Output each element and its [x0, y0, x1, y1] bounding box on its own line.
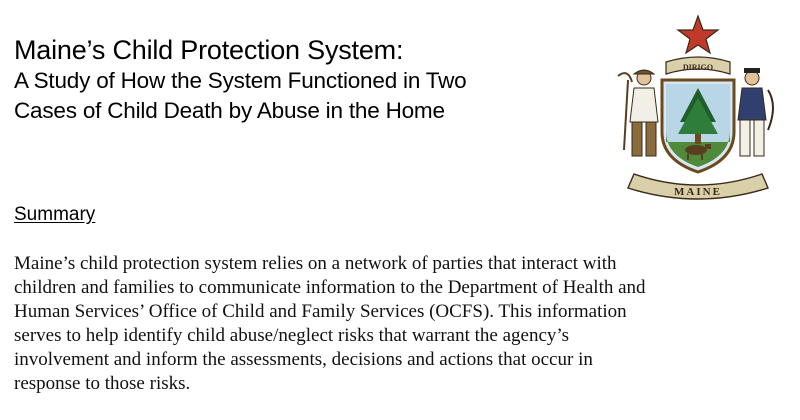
maine-state-seal: [612, 10, 784, 206]
title-line-2: A Study of How the System Functioned in Two: [14, 68, 467, 93]
seal-banner-text: MAINE: [674, 186, 722, 198]
seal-star-icon: [678, 16, 718, 53]
title-line-1: Maine’s Child Protection System:: [14, 35, 404, 65]
title-line-3: Cases of Child Death by Abuse in the Home: [14, 98, 445, 123]
summary-line: response to those risks.: [14, 373, 191, 394]
section-heading-summary: Summary: [14, 204, 96, 225]
summary-line: Human Services’ Office of Child and Family Services (OCFS). This information: [14, 301, 627, 322]
seal-sailor-figure: [738, 68, 773, 156]
summary-line: involvement and inform the assessments, decisions and actions that occur in: [14, 349, 593, 370]
seal-farmer-figure: [618, 70, 658, 156]
summary-line: children and families to communicate information to the Department of Health and: [14, 277, 646, 298]
document-title: [14, 34, 466, 126]
seal-motto: DIRIGO: [682, 63, 714, 72]
summary-line: Maine’s child protection system relies on a network of parties that interact with: [14, 253, 617, 274]
summary-paragraph: [14, 252, 774, 396]
summary-line: serves to help identify child abuse/neglect risks that warrant the agency’s: [14, 325, 570, 346]
